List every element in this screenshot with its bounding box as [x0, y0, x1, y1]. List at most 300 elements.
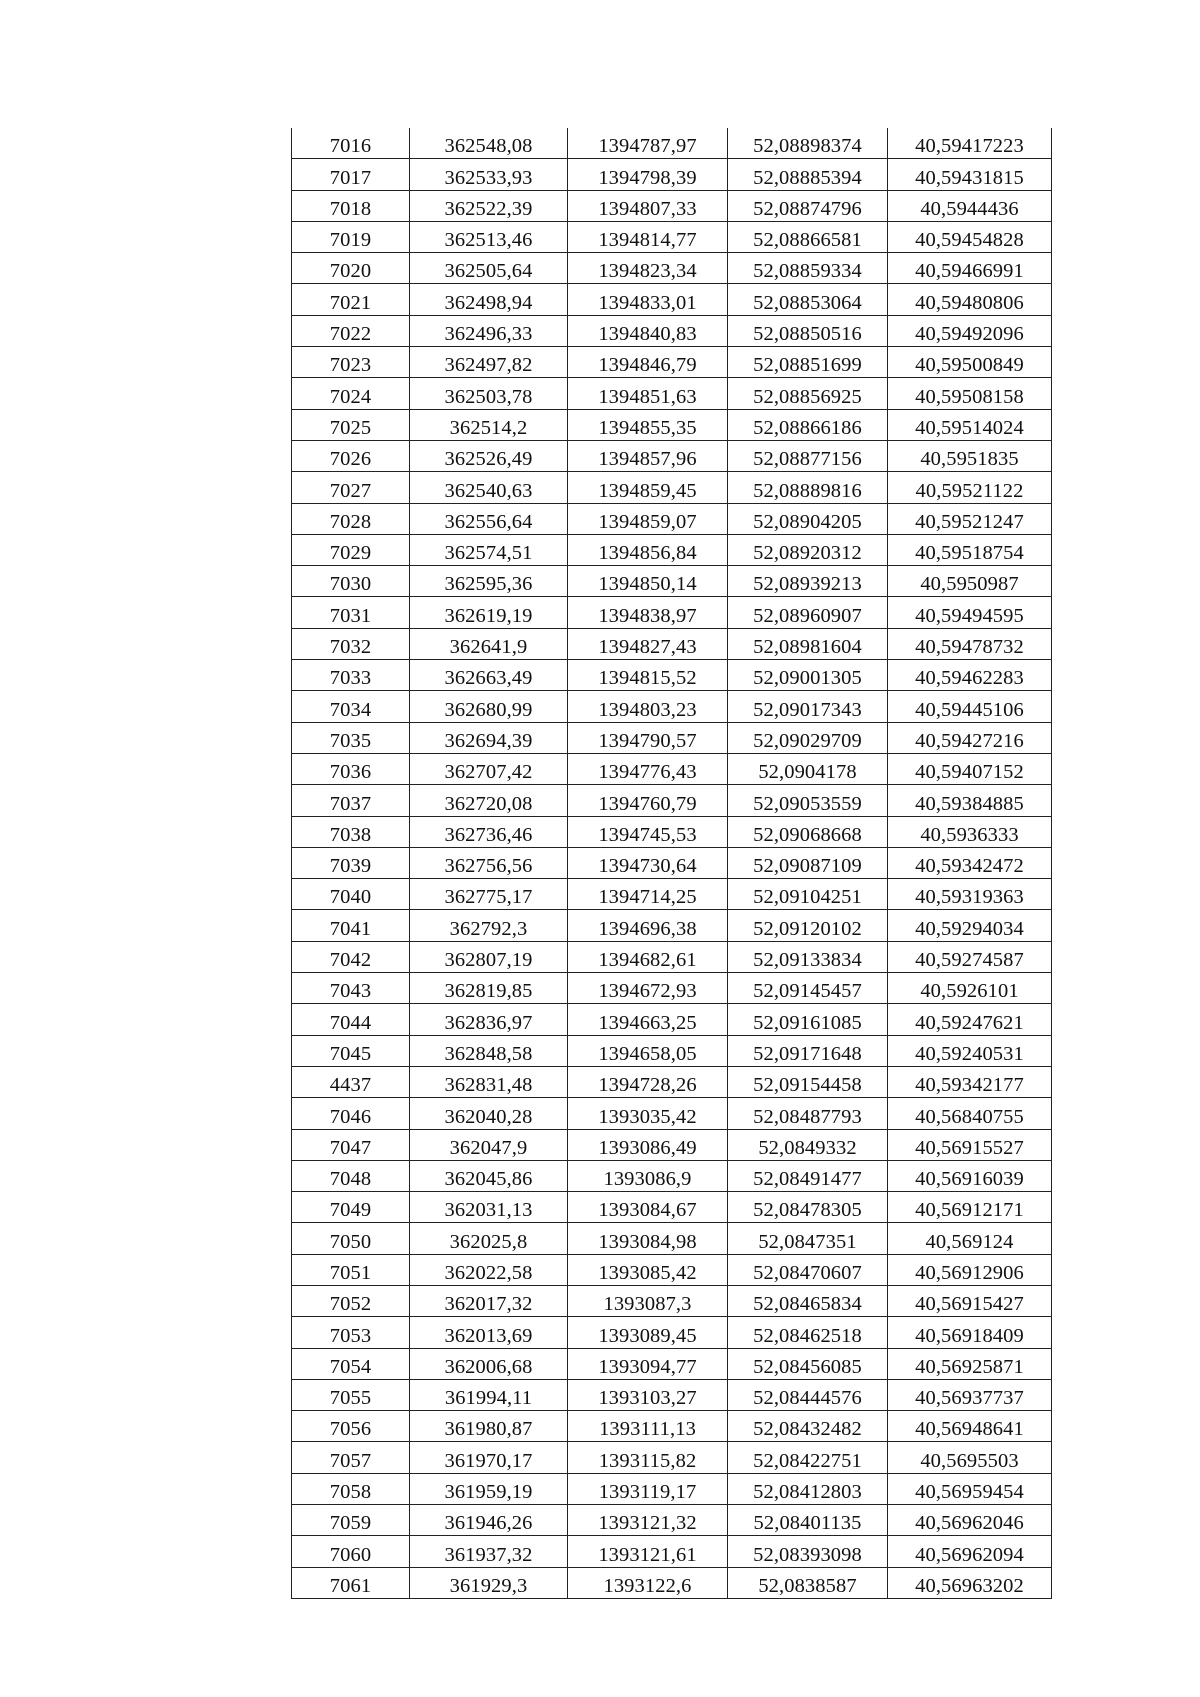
y-coordinate-cell — [568, 973, 728, 1004]
cell-value: 1394857,96 — [598, 448, 697, 471]
x-coordinate-cell — [410, 440, 568, 471]
longitude-cell — [888, 1473, 1052, 1504]
cell-value: 1394745,53 — [598, 823, 697, 846]
cell-value: 52,08432482 — [753, 1418, 862, 1441]
longitude-cell — [888, 628, 1052, 659]
table-row — [292, 503, 1052, 534]
cell-value: 52,08456085 — [753, 1355, 862, 1378]
cell-value: 52,08478305 — [753, 1199, 862, 1222]
cell-value: 7053 — [329, 1324, 372, 1347]
cell-value: 362503,78 — [444, 385, 533, 408]
cell-value: 52,08856925 — [753, 385, 862, 408]
longitude-cell — [888, 597, 1052, 628]
point-number-cell — [292, 315, 410, 346]
latitude-cell — [728, 1348, 888, 1379]
cell-value: 40,56925871 — [915, 1355, 1024, 1378]
cell-value: 40,59521122 — [915, 479, 1024, 502]
coordinates-table — [291, 128, 1052, 1599]
y-coordinate-cell — [568, 941, 728, 972]
cell-value: 7032 — [329, 636, 372, 659]
cell-value: 40,59521247 — [915, 510, 1024, 533]
table-row — [292, 753, 1052, 784]
cell-value: 4437 — [329, 1074, 372, 1097]
table-row — [292, 1066, 1052, 1097]
point-number-cell — [292, 253, 410, 284]
latitude-cell — [728, 409, 888, 440]
y-coordinate-cell — [568, 1129, 728, 1160]
longitude-cell — [888, 1223, 1052, 1254]
cell-value: 52,08470607 — [753, 1261, 862, 1284]
cell-value: 52,09053559 — [753, 792, 862, 815]
y-coordinate-cell — [568, 785, 728, 816]
cell-value: 7031 — [329, 604, 372, 627]
y-coordinate-cell — [568, 347, 728, 378]
longitude-cell — [888, 1254, 1052, 1285]
x-coordinate-cell — [410, 910, 568, 941]
cell-value: 7035 — [329, 729, 372, 752]
table-row — [292, 534, 1052, 565]
cell-value: 40,59492096 — [915, 323, 1024, 346]
table-row — [292, 1004, 1052, 1035]
point-number-cell — [292, 910, 410, 941]
cell-value: 1394815,52 — [598, 667, 697, 690]
cell-value: 40,56962046 — [915, 1512, 1024, 1535]
x-coordinate-cell — [410, 1567, 568, 1598]
x-coordinate-cell — [410, 503, 568, 534]
table-row — [292, 284, 1052, 315]
point-number-cell — [292, 566, 410, 597]
latitude-cell — [728, 753, 888, 784]
point-number-cell — [292, 190, 410, 221]
cell-value: 7019 — [329, 229, 372, 252]
cell-value: 7037 — [329, 792, 372, 815]
cell-value: 7046 — [329, 1105, 372, 1128]
cell-value: 52,0847351 — [758, 1230, 857, 1253]
cell-value: 1394696,38 — [598, 917, 697, 940]
latitude-cell — [728, 159, 888, 190]
longitude-cell — [888, 1317, 1052, 1348]
cell-value: 1394827,43 — [598, 636, 697, 659]
longitude-cell — [888, 941, 1052, 972]
cell-value: 52,08866581 — [753, 229, 862, 252]
cell-value: 1394846,79 — [598, 354, 697, 377]
cell-value: 7029 — [329, 542, 372, 565]
longitude-cell — [888, 284, 1052, 315]
cell-value: 362045,86 — [444, 1168, 533, 1191]
y-coordinate-cell — [568, 1035, 728, 1066]
x-coordinate-cell — [410, 159, 568, 190]
cell-value: 40,56959454 — [915, 1481, 1024, 1504]
cell-value: 40,59407152 — [915, 761, 1024, 784]
table-row — [292, 253, 1052, 284]
table-row — [292, 597, 1052, 628]
cell-value: 52,08859334 — [753, 260, 862, 283]
cell-value: 52,08981604 — [753, 636, 862, 659]
point-number-cell — [292, 472, 410, 503]
point-number-cell — [292, 1066, 410, 1097]
longitude-cell — [888, 566, 1052, 597]
cell-value: 1393121,61 — [598, 1543, 697, 1566]
latitude-cell — [728, 503, 888, 534]
table-row — [292, 1254, 1052, 1285]
cell-value: 7027 — [329, 479, 372, 502]
cell-value: 7050 — [329, 1230, 372, 1253]
y-coordinate-cell — [568, 1004, 728, 1035]
longitude-cell — [888, 1536, 1052, 1567]
cell-value: 40,59294034 — [915, 917, 1024, 940]
longitude-cell — [888, 1192, 1052, 1223]
cell-value: 362836,97 — [444, 1011, 533, 1034]
table-row — [292, 472, 1052, 503]
cell-value: 40,59462283 — [915, 667, 1024, 690]
latitude-cell — [728, 1098, 888, 1129]
cell-value: 361929,3 — [449, 1574, 528, 1597]
x-coordinate-cell — [410, 1536, 568, 1567]
y-coordinate-cell — [568, 1160, 728, 1191]
table-row — [292, 1285, 1052, 1316]
longitude-cell — [888, 816, 1052, 847]
cell-value: 7041 — [329, 917, 372, 940]
cell-value: 52,09145457 — [753, 980, 862, 1003]
cell-value: 7030 — [329, 573, 372, 596]
cell-value: 361970,17 — [444, 1449, 533, 1472]
point-number-cell — [292, 1254, 410, 1285]
longitude-cell — [888, 1411, 1052, 1442]
x-coordinate-cell — [410, 879, 568, 910]
point-number-cell — [292, 816, 410, 847]
latitude-cell — [728, 1567, 888, 1598]
table-row — [292, 847, 1052, 878]
cell-value: 52,08851699 — [753, 354, 862, 377]
table-row — [292, 973, 1052, 1004]
cell-value: 7056 — [329, 1418, 372, 1441]
cell-value: 40,56948641 — [915, 1418, 1024, 1441]
point-number-cell — [292, 691, 410, 722]
longitude-cell — [888, 440, 1052, 471]
table-row — [292, 566, 1052, 597]
y-coordinate-cell — [568, 753, 728, 784]
longitude-cell — [888, 1442, 1052, 1473]
y-coordinate-cell — [568, 159, 728, 190]
cell-value: 1394803,23 — [598, 698, 697, 721]
cell-value: 52,0849332 — [758, 1136, 857, 1159]
cell-value: 362022,58 — [444, 1261, 533, 1284]
longitude-cell — [888, 660, 1052, 691]
latitude-cell — [728, 816, 888, 847]
x-coordinate-cell — [410, 221, 568, 252]
longitude-cell — [888, 221, 1052, 252]
cell-value: 52,09161085 — [753, 1011, 862, 1034]
cell-value: 40,59384885 — [915, 792, 1024, 815]
latitude-cell — [728, 1066, 888, 1097]
y-coordinate-cell — [568, 910, 728, 941]
cell-value: 40,59508158 — [915, 385, 1024, 408]
cell-value: 52,09001305 — [753, 667, 862, 690]
latitude-cell — [728, 1129, 888, 1160]
longitude-cell — [888, 691, 1052, 722]
point-number-cell — [292, 503, 410, 534]
cell-value: 40,56915527 — [915, 1136, 1024, 1159]
cell-value: 362807,19 — [444, 949, 533, 972]
table-row — [292, 378, 1052, 409]
cell-value: 7051 — [329, 1261, 372, 1284]
cell-value: 40,56840755 — [915, 1105, 1024, 1128]
cell-value: 40,59431815 — [915, 166, 1024, 189]
y-coordinate-cell — [568, 660, 728, 691]
cell-value: 362505,64 — [444, 260, 533, 283]
latitude-cell — [728, 1317, 888, 1348]
y-coordinate-cell — [568, 440, 728, 471]
cell-value: 362031,13 — [444, 1199, 533, 1222]
longitude-cell — [888, 973, 1052, 1004]
x-coordinate-cell — [410, 1066, 568, 1097]
longitude-cell — [888, 409, 1052, 440]
cell-value: 1394855,35 — [598, 416, 697, 439]
cell-value: 52,08885394 — [753, 166, 862, 189]
cell-value: 362533,93 — [444, 166, 533, 189]
cell-value: 7059 — [329, 1512, 372, 1535]
point-number-cell — [292, 879, 410, 910]
longitude-cell — [888, 1379, 1052, 1410]
table-row — [292, 785, 1052, 816]
longitude-cell — [888, 159, 1052, 190]
cell-value: 362522,39 — [444, 197, 533, 220]
table-row — [292, 1379, 1052, 1410]
cell-value: 52,08960907 — [753, 604, 862, 627]
cell-value: 362006,68 — [444, 1355, 533, 1378]
cell-value: 7022 — [329, 323, 372, 346]
cell-value: 362694,39 — [444, 729, 533, 752]
longitude-cell — [888, 785, 1052, 816]
cell-value: 362498,94 — [444, 291, 533, 314]
y-coordinate-cell — [568, 128, 728, 159]
point-number-cell — [292, 1192, 410, 1223]
cell-value: 7049 — [329, 1199, 372, 1222]
cell-value: 1393084,67 — [598, 1199, 697, 1222]
y-coordinate-cell — [568, 472, 728, 503]
latitude-cell — [728, 691, 888, 722]
table-row — [292, 691, 1052, 722]
table-row — [292, 1567, 1052, 1598]
longitude-cell — [888, 1348, 1052, 1379]
cell-value: 40,59478732 — [915, 636, 1024, 659]
point-number-cell — [292, 753, 410, 784]
latitude-cell — [728, 1536, 888, 1567]
table-row — [292, 1129, 1052, 1160]
y-coordinate-cell — [568, 1192, 728, 1223]
latitude-cell — [728, 315, 888, 346]
longitude-cell — [888, 1505, 1052, 1536]
cell-value: 362819,85 — [444, 980, 533, 1003]
latitude-cell — [728, 440, 888, 471]
cell-value: 40,59500849 — [915, 354, 1024, 377]
point-number-cell — [292, 1160, 410, 1191]
cell-value: 52,09120102 — [753, 917, 862, 940]
y-coordinate-cell — [568, 378, 728, 409]
x-coordinate-cell — [410, 1442, 568, 1473]
point-number-cell — [292, 660, 410, 691]
cell-value: 1394856,84 — [598, 542, 697, 565]
latitude-cell — [728, 1160, 888, 1191]
cell-value: 1393085,42 — [598, 1261, 697, 1284]
x-coordinate-cell — [410, 1473, 568, 1504]
cell-value: 362040,28 — [444, 1105, 533, 1128]
cell-value: 7039 — [329, 855, 372, 878]
table-row — [292, 1160, 1052, 1191]
point-number-cell — [292, 722, 410, 753]
y-coordinate-cell — [568, 1536, 728, 1567]
latitude-cell — [728, 941, 888, 972]
latitude-cell — [728, 284, 888, 315]
longitude-cell — [888, 1004, 1052, 1035]
y-coordinate-cell — [568, 503, 728, 534]
cell-value: 40,59427216 — [915, 729, 1024, 752]
longitude-cell — [888, 753, 1052, 784]
cell-value: 40,59466991 — [915, 260, 1024, 283]
latitude-cell — [728, 628, 888, 659]
table-row — [292, 1317, 1052, 1348]
point-number-cell — [292, 409, 410, 440]
cell-value: 361959,19 — [444, 1481, 533, 1504]
cell-value: 52,08444576 — [753, 1387, 862, 1410]
table-row — [292, 1411, 1052, 1442]
cell-value: 1394859,45 — [598, 479, 697, 502]
point-number-cell — [292, 1536, 410, 1567]
cell-value: 1393111,13 — [599, 1418, 696, 1441]
longitude-cell — [888, 503, 1052, 534]
cell-value: 1393122,6 — [603, 1574, 692, 1597]
cell-value: 40,56912171 — [915, 1199, 1024, 1222]
cell-value: 362017,32 — [444, 1293, 533, 1316]
y-coordinate-cell — [568, 315, 728, 346]
cell-value: 52,09104251 — [753, 886, 862, 909]
y-coordinate-cell — [568, 1317, 728, 1348]
point-number-cell — [292, 785, 410, 816]
cell-value: 7034 — [329, 698, 372, 721]
cell-value: 7026 — [329, 448, 372, 471]
x-coordinate-cell — [410, 472, 568, 503]
longitude-cell — [888, 472, 1052, 503]
point-number-cell — [292, 440, 410, 471]
cell-value: 40,5944436 — [920, 197, 1019, 220]
point-number-cell — [292, 221, 410, 252]
latitude-cell — [728, 253, 888, 284]
latitude-cell — [728, 1411, 888, 1442]
cell-value: 52,08866186 — [753, 416, 862, 439]
x-coordinate-cell — [410, 1129, 568, 1160]
cell-value: 52,0904178 — [758, 761, 857, 784]
cell-value: 362720,08 — [444, 792, 533, 815]
x-coordinate-cell — [410, 1192, 568, 1223]
x-coordinate-cell — [410, 816, 568, 847]
cell-value: 1394682,61 — [598, 949, 697, 972]
table-row — [292, 1348, 1052, 1379]
point-number-cell — [292, 159, 410, 190]
cell-value: 1394798,39 — [598, 166, 697, 189]
cell-value: 362831,48 — [444, 1074, 533, 1097]
cell-value: 52,08487793 — [753, 1105, 862, 1128]
cell-value: 52,08853064 — [753, 291, 862, 314]
cell-value: 362496,33 — [444, 323, 533, 346]
cell-value: 7016 — [329, 135, 372, 158]
table-row — [292, 315, 1052, 346]
x-coordinate-cell — [410, 1411, 568, 1442]
latitude-cell — [728, 1035, 888, 1066]
table-row — [292, 722, 1052, 753]
cell-value: 52,08465834 — [753, 1293, 862, 1316]
cell-value: 40,56918409 — [915, 1324, 1024, 1347]
cell-value: 1394714,25 — [598, 886, 697, 909]
x-coordinate-cell — [410, 691, 568, 722]
latitude-cell — [728, 378, 888, 409]
point-number-cell — [292, 347, 410, 378]
cell-value: 362775,17 — [444, 886, 533, 909]
cell-value: 40,5936333 — [920, 823, 1019, 846]
point-number-cell — [292, 1004, 410, 1035]
y-coordinate-cell — [568, 1066, 728, 1097]
cell-value: 362707,42 — [444, 761, 533, 784]
cell-value: 40,59417223 — [915, 135, 1024, 158]
x-coordinate-cell — [410, 1348, 568, 1379]
point-number-cell — [292, 1442, 410, 1473]
x-coordinate-cell — [410, 1379, 568, 1410]
latitude-cell — [728, 785, 888, 816]
cell-value: 362641,9 — [449, 636, 528, 659]
point-number-cell — [292, 1098, 410, 1129]
cell-value: 362574,51 — [444, 542, 533, 565]
latitude-cell — [728, 347, 888, 378]
cell-value: 7028 — [329, 510, 372, 533]
cell-value: 361946,26 — [444, 1512, 533, 1535]
point-number-cell — [292, 1567, 410, 1598]
cell-value: 52,08412803 — [753, 1481, 862, 1504]
x-coordinate-cell — [410, 409, 568, 440]
cell-value: 52,08422751 — [753, 1449, 862, 1472]
cell-value: 1394787,97 — [598, 135, 697, 158]
cell-value: 52,09154458 — [753, 1074, 862, 1097]
cell-value: 40,56915427 — [915, 1293, 1024, 1316]
x-coordinate-cell — [410, 941, 568, 972]
x-coordinate-cell — [410, 1254, 568, 1285]
cell-value: 362736,46 — [444, 823, 533, 846]
cell-value: 40,59518754 — [915, 542, 1024, 565]
cell-value: 1394776,43 — [598, 761, 697, 784]
x-coordinate-cell — [410, 1004, 568, 1035]
x-coordinate-cell — [410, 1160, 568, 1191]
table-row — [292, 1192, 1052, 1223]
longitude-cell — [888, 378, 1052, 409]
cell-value: 7052 — [329, 1293, 372, 1316]
point-number-cell — [292, 1348, 410, 1379]
cell-value: 7057 — [329, 1449, 372, 1472]
x-coordinate-cell — [410, 1035, 568, 1066]
cell-value: 1394850,14 — [598, 573, 697, 596]
cell-value: 1393094,77 — [598, 1355, 697, 1378]
y-coordinate-cell — [568, 722, 728, 753]
cell-value: 52,09029709 — [753, 729, 862, 752]
table-row — [292, 1442, 1052, 1473]
cell-value: 7033 — [329, 667, 372, 690]
x-coordinate-cell — [410, 1505, 568, 1536]
cell-value: 1393103,27 — [598, 1387, 697, 1410]
cell-value: 362595,36 — [444, 573, 533, 596]
cell-value: 1394760,79 — [598, 792, 697, 815]
y-coordinate-cell — [568, 1567, 728, 1598]
cell-value: 40,59454828 — [915, 229, 1024, 252]
cell-value: 40,5951835 — [920, 448, 1019, 471]
latitude-cell — [728, 847, 888, 878]
cell-value: 7017 — [329, 166, 372, 189]
